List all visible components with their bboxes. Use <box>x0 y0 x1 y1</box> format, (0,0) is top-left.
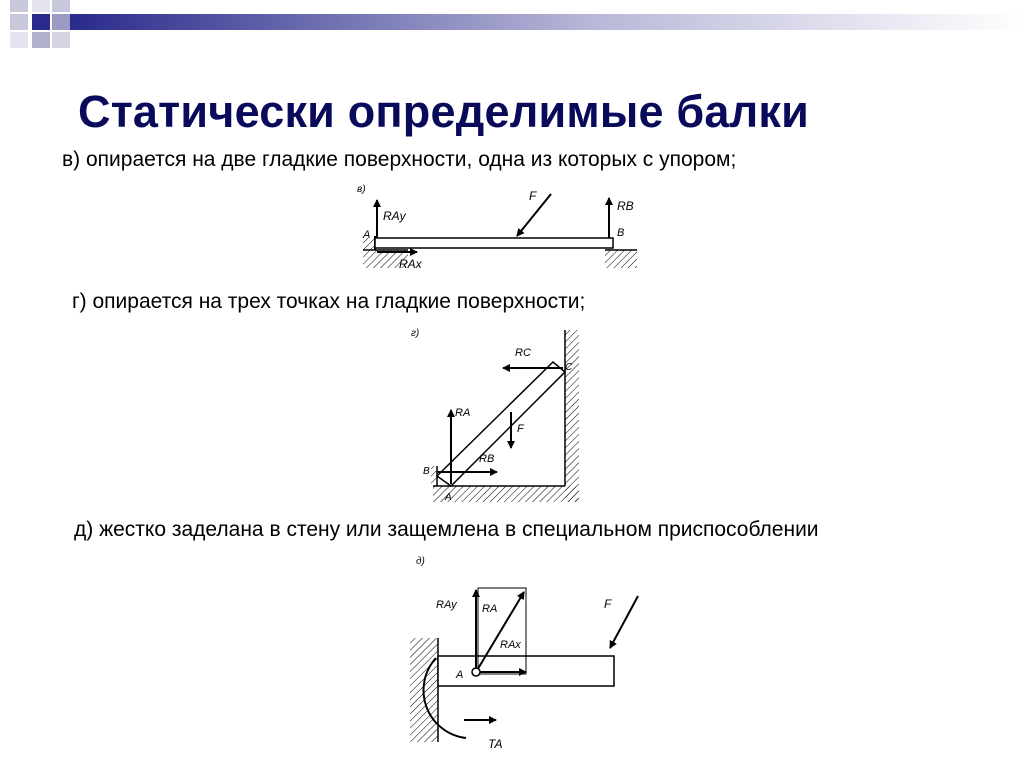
figure-g-tag-label: г) <box>411 328 420 339</box>
label-c: C <box>565 362 573 373</box>
header-decoration <box>0 0 1024 64</box>
label-r-b: RB <box>617 199 634 213</box>
label-f: F <box>529 189 537 203</box>
label-b: B <box>423 466 430 477</box>
figure-d-diagram <box>406 548 646 760</box>
label-a: A <box>456 669 464 681</box>
slide-title: Статически определимые балки <box>78 86 810 137</box>
figure-v-diagram <box>355 180 645 274</box>
label-r-c: RC <box>515 347 531 359</box>
figure-d-tag: д) <box>416 556 425 567</box>
label-a: A <box>445 492 452 503</box>
item-g-text: г) опирается на трех точках на гладкие поверхности; <box>72 290 586 313</box>
figure-v-tag: в) <box>357 184 366 195</box>
label-f: F <box>517 423 524 435</box>
label-b: B <box>617 227 625 239</box>
figure-g-diagram <box>405 318 595 506</box>
label-r-a: RA <box>455 407 471 419</box>
label-r-ay: RAy <box>436 599 457 611</box>
label-r-a: RA <box>482 603 498 615</box>
label-f: F <box>604 597 612 611</box>
label-r-b: RB <box>479 453 495 465</box>
label-r-ax: RAx <box>399 257 422 271</box>
label-r-ax: RAx <box>500 639 521 651</box>
label-r-ay: RAy <box>383 209 406 223</box>
item-d-text: д) жестко заделана в стену или защемлена в специальном приспособлении <box>74 518 819 541</box>
label-t-a: TA <box>488 737 503 751</box>
label-a: A <box>363 229 371 241</box>
item-v-text: в) опирается на две гладкие поверхности, одна из которых с упором; <box>62 148 737 171</box>
